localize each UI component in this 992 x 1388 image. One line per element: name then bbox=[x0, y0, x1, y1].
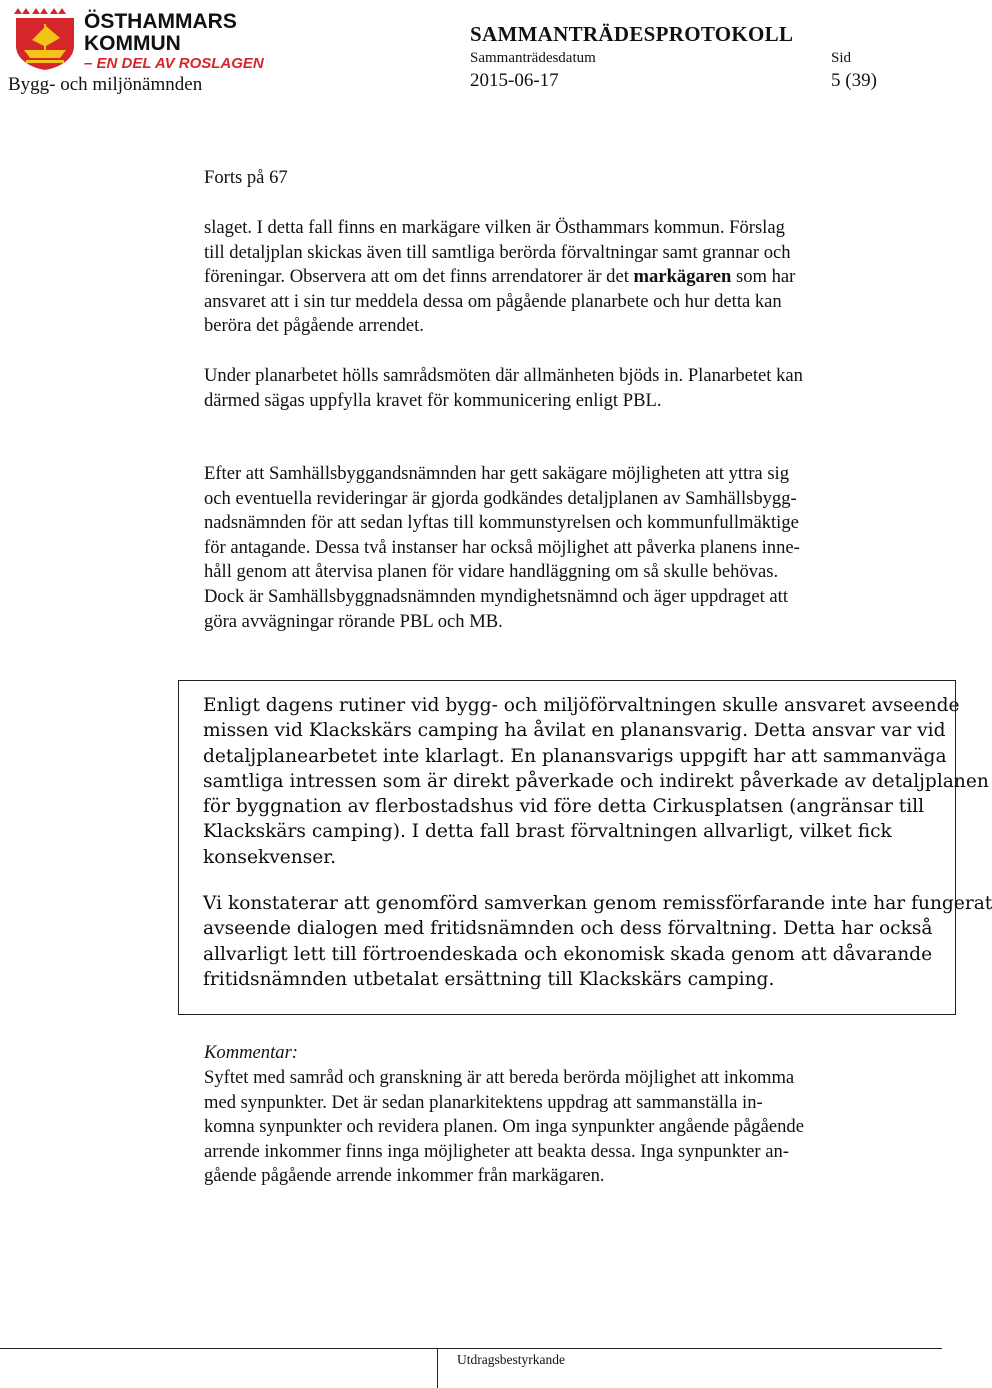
paragraph-approval bbox=[204, 462, 904, 634]
text-line: slaget. I detta fall finns en markägare vilken är Östhammars kommun. Förslag bbox=[204, 217, 785, 238]
quote-line: Enligt dagens rutiner vid bygg- och miljöförvaltningen skulle ansvaret avseende bbox=[203, 695, 960, 716]
quote-line: detaljplanearbetet inte klarlagt. En planansvarigs uppgift har att sammanväga bbox=[203, 745, 947, 767]
text-line: Efter att Samhällsbyggandsnämnden har gett sakägare möjligheten att yttra sig bbox=[204, 463, 790, 484]
text-line: nadsnämnden för att sedan lyftas till kommunstyrelsen och kommunfullmäktige bbox=[204, 512, 799, 534]
municipality-logo bbox=[8, 6, 264, 72]
text-line: komna synpunkter och revidera planen. Om inga synpunkter angående pågående bbox=[204, 1116, 804, 1138]
text-line: ansvaret att i sin tur meddela dessa om pågående planarbete och hur detta kan bbox=[204, 290, 782, 312]
text-line: till detaljplan skickas även till samtliga berörda förvaltningar samt grannar och bbox=[204, 241, 791, 263]
text-line: Syftet med samråd och granskning är att bereda berörda möjlighet att inkomma bbox=[204, 1067, 795, 1088]
quote-line: konsekvenser. bbox=[203, 846, 337, 868]
text-line: för antagande. Dessa två instanser har också möjlighet att påverka planens inne- bbox=[204, 536, 800, 558]
text-line: gående pågående arrende inkommer från markägaren. bbox=[204, 1165, 605, 1187]
emphasis-landowner: markägaren bbox=[633, 266, 732, 288]
text-line: Under planarbetet hölls samrådsmöten där allmänheten bjöds in. Planarbetet kan bbox=[204, 365, 803, 386]
department-name: Bygg- och miljönämnden bbox=[8, 74, 203, 95]
quote-line: allvarligt lett till förtroendeskada och ekonomisk skada genom att dåvarande bbox=[203, 943, 933, 965]
crown-icons bbox=[14, 8, 66, 14]
logo-text-kommun: KOMMUN bbox=[84, 32, 181, 55]
text-line: och eventuella revideringar är gjorda godkändes detaljplanen av Samhällsbygg- bbox=[204, 487, 797, 509]
comment-paragraph bbox=[204, 1066, 904, 1189]
footer-divider bbox=[0, 1348, 942, 1349]
text-line: håll genom att återvisa planen för vidare handläggning om så skulle behövas. bbox=[204, 561, 779, 583]
quote-line: fritidsnämnden utbetalat ersättning till Klackskärs camping. bbox=[203, 968, 775, 990]
protocol-title: SAMMANTRÄDESPROTOKOLL bbox=[470, 22, 794, 46]
text-line: beröra det pågående arrendet. bbox=[204, 315, 424, 337]
quote-line: för byggnation av flerbostadshus vid före detta Cirkusplatsen (angränsar till bbox=[203, 796, 925, 818]
continuation-note: Forts på 67 bbox=[204, 167, 288, 188]
quote-line: avseende dialogen med fritidsnämnden och dess förvaltning. Detta har också bbox=[203, 918, 933, 940]
paragraph-consultation bbox=[204, 216, 904, 339]
logo-text-osthammars: ÖSTHAMMARS bbox=[84, 10, 237, 33]
quote-line: Vi konstaterar att genomförd samverkan genom remissförfarande inte har fungerat bbox=[203, 893, 992, 915]
text-line: Dock är Samhällsbyggnadsnämnden myndighetsnämnd och äger uppdraget att bbox=[204, 585, 789, 607]
quote-line: Klackskärs camping). I detta fall brast förvaltningen allvarligt, vilket fick bbox=[203, 821, 892, 843]
text-line: med synpunkter. Det är sedan planarkitektens uppdrag att sammanställa in- bbox=[204, 1091, 763, 1113]
footer-vertical-divider bbox=[437, 1348, 438, 1388]
quoted-excerpt-text bbox=[203, 693, 992, 992]
meeting-date: 2015-06-17 bbox=[470, 70, 559, 91]
date-label: Sammanträdesdatum bbox=[470, 50, 596, 66]
text-line: göra avvägningar rörande PBL och MB. bbox=[204, 610, 503, 632]
logo-graphic bbox=[8, 6, 264, 72]
text-line bbox=[204, 265, 904, 290]
logo-tagline: – EN DEL AV ROSLAGEN bbox=[84, 55, 264, 72]
footer-attestation-label: Utdragsbestyrkande bbox=[457, 1352, 565, 1367]
paragraph-meetings bbox=[204, 364, 904, 413]
text-line: därmed sägas uppfylla kravet för kommunicering enligt PBL. bbox=[204, 389, 662, 411]
quote-line: samtliga intressen som är direkt påverkade och indirekt påverkade av detaljplanen bbox=[203, 770, 989, 792]
page-number: 5 (39) bbox=[831, 70, 877, 91]
text-line: arrende inkommer finns inga möjligheter att beakta dessa. Inga synpunkter an- bbox=[204, 1140, 789, 1162]
text-run: som har bbox=[731, 266, 796, 288]
comment-heading: Kommentar: bbox=[204, 1042, 298, 1063]
quoted-excerpt-box bbox=[178, 680, 992, 1015]
text-run: föreningar. Observera att om det finns arrendatorer är det bbox=[204, 266, 634, 288]
quote-line: missen vid Klackskärs camping ha åvilat en planansvarig. Detta ansvar var vid bbox=[203, 720, 946, 742]
page-label: Sid bbox=[831, 50, 852, 66]
